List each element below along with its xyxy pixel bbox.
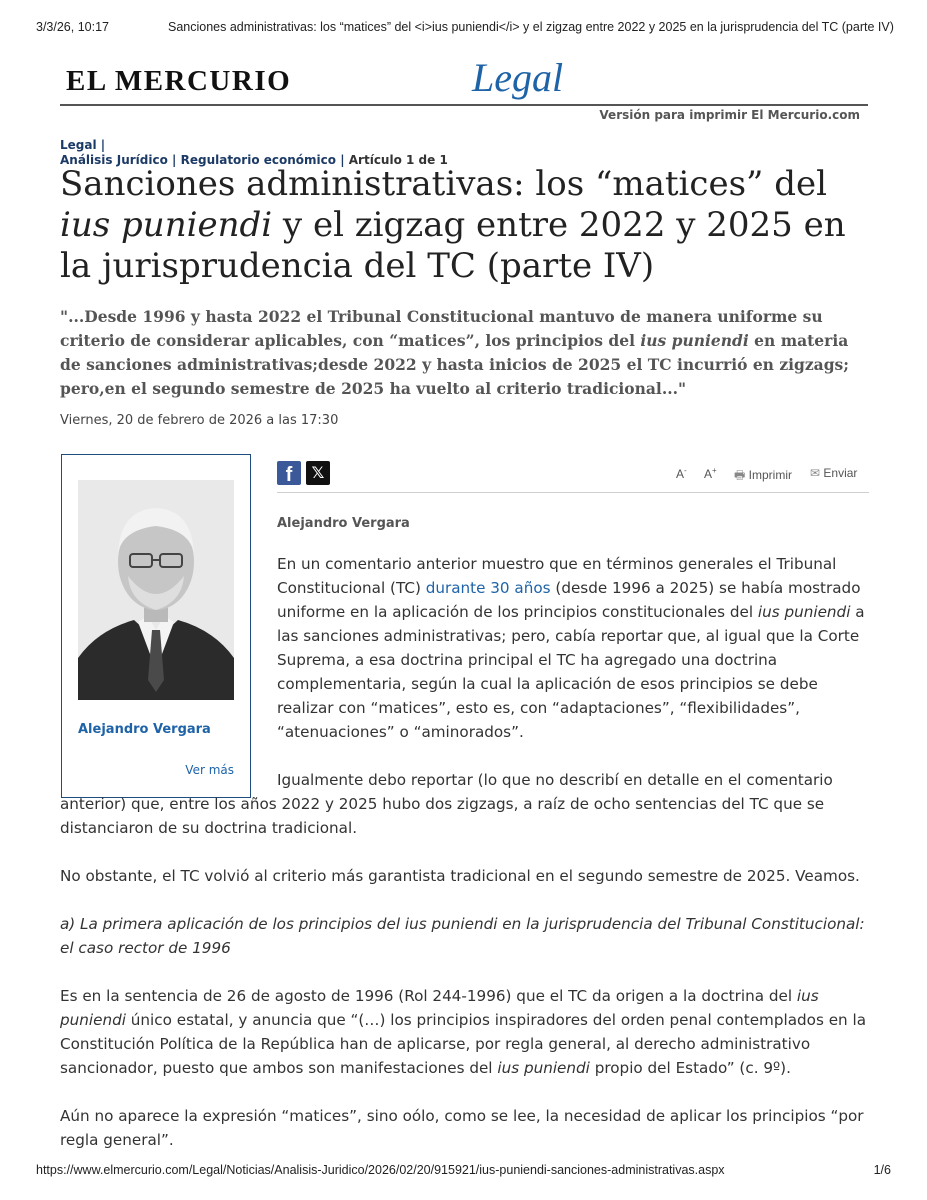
printer-icon: 🖶 — [734, 468, 746, 482]
plus-sign: + — [712, 466, 717, 475]
section-logo[interactable]: Legal — [472, 55, 564, 100]
paragraph-text: propio del Estado” (c. 9º). — [589, 1059, 791, 1077]
print-label: Imprimir — [748, 468, 792, 482]
byline: Alejandro Vergara — [277, 516, 410, 531]
envelope-icon: ✉ — [810, 466, 821, 480]
author-name[interactable]: Alejandro Vergara — [78, 722, 211, 737]
section-subheading: a) La primera aplicación de los principios del ius puniendi en la jurisprudencia del Tribunal Constitucional: el caso rector de 1996 — [60, 915, 865, 957]
breadcrumb-analisis-juridico[interactable]: Análisis Jurídico — [60, 153, 168, 167]
print-header — [36, 20, 894, 38]
paragraph: Igualmente debo reportar (lo que no describí en detalle en el comentario anterior) que, entre los años 2022 y 2025 hubo dos zigzags, a raíz de ocho sentencias del TC que se distanciaron de su doctrina tradicional. — [60, 771, 833, 837]
title-italic: ius puniendi — [60, 205, 273, 245]
article-toolbar — [277, 458, 869, 493]
paragraph — [60, 984, 868, 1080]
lead-text: en materia de sanciones administrativas;desde 2022 y hasta inicios de 2025 el TC incurrió en zigzags; pero,en el segundo semestre de 2025 ha vuelto al criterio tradicional..." — [60, 331, 850, 398]
paragraph-text: (desde 1996 a 2025) se había mostrado uniforme en la aplicación de los principios constitucionales del — [277, 579, 861, 621]
print-doc-title: Sanciones administrativas: los “matices” del <i>ius puniendi</i> y el zigzag entre 2022 y 2025 en la jurisprudencia del TC (parte IV) — [168, 20, 894, 34]
paragraph-text: En un comentario anterior muestro que en términos generales el Tribunal Constitucional (TC) — [277, 555, 837, 597]
paragraph-text: Es en la sentencia de 26 de agosto de 1996 (Rol 244-1996) que el TC da origen a la doctrina del — [60, 987, 797, 1005]
page-number: 1/6 — [873, 1163, 891, 1177]
paragraph-italic: ius puniendi — [757, 603, 851, 621]
article-count: Artículo 1 de 1 — [348, 153, 448, 167]
breadcrumb-regulatorio[interactable]: Regulatorio económico — [180, 153, 337, 167]
facebook-share-button[interactable]: f — [277, 461, 301, 485]
print-date: 3/3/26, 10:17 — [36, 20, 109, 34]
brand-logo[interactable]: EL MERCURIO — [66, 65, 292, 97]
lead-italic: ius puniendi — [640, 331, 749, 350]
x-share-button[interactable]: 𝕏 — [306, 461, 330, 485]
font-smaller-label: A — [676, 467, 685, 481]
minus-sign: - — [684, 466, 687, 475]
masthead — [60, 55, 868, 106]
send-label: Enviar — [823, 466, 858, 480]
print-button[interactable] — [734, 466, 792, 487]
paragraph-italic: ius puniendi — [497, 1059, 590, 1077]
breadcrumb-separator: | — [336, 153, 349, 167]
lead-paragraph — [60, 305, 860, 401]
paragraph: No obstante, el TC volvió al criterio más garantista tradicional en el segundo semestre de 2025. Veamos. — [60, 867, 860, 885]
send-button[interactable] — [810, 466, 857, 480]
title-text: Sanciones administrativas: los “matices” del — [60, 164, 827, 204]
breadcrumb-legal[interactable]: Legal | — [60, 138, 106, 152]
lead-text: "...Desde 1996 y hasta 2022 el Tribunal Constitucional mantuvo de manera uniforme su criterio de considerar aplicables, con “matices”, los principios del — [60, 307, 823, 350]
inline-link[interactable]: durante 30 años — [425, 579, 551, 597]
ver-mas-link[interactable]: Ver más — [185, 763, 234, 777]
paragraph-italic: ius puniendi — [60, 987, 819, 1029]
float-spacer — [60, 552, 277, 780]
print-footer — [36, 1163, 891, 1181]
article-body — [60, 552, 868, 1176]
font-larger-button[interactable] — [704, 466, 717, 481]
title-text: y el zigzag entre 2022 y 2025 en la jurisprudencia del TC (parte IV) — [60, 205, 846, 286]
publication-date: Viernes, 20 de febrero de 2026 a las 17:30 — [60, 413, 339, 428]
print-url: https://www.elmercurio.com/Legal/Noticias/Analisis-Juridico/2026/02/20/915921/ius-puniendi-sanciones-administrativas.aspx — [36, 1163, 725, 1177]
paragraph-text: a las sanciones administrativas; pero, cabía reportar que, al igual que la Corte Suprema, a esa doctrina principal el TC ha agregado una doctrina complementaria, según la cual la aplicación de esos principios se debe realizar con “matices”, esto es, con “adaptaciones”, “flexibilidades”, “atenuaciones” o “aminorados”. — [277, 603, 865, 741]
breadcrumb-separator: | — [167, 153, 181, 167]
paragraph-text: único estatal, y anuncia que “(…) los principios inspiradores del orden penal contemplados en la Constitución Política de la República han de aplicarse, por regla general, al derecho administrativo sancionador, puesto que ambos son manifestaciones del — [60, 1011, 867, 1077]
page-title — [60, 164, 868, 287]
print-version-label: Versión para imprimir El Mercurio.com — [599, 108, 860, 122]
font-smaller-button[interactable] — [676, 466, 687, 481]
paragraph: Aún no aparece la expresión “matices”, sino oólo, como se lee, la necesidad de aplicar los principios “por regla general”. — [60, 1107, 864, 1149]
font-larger-label: A — [704, 467, 713, 481]
